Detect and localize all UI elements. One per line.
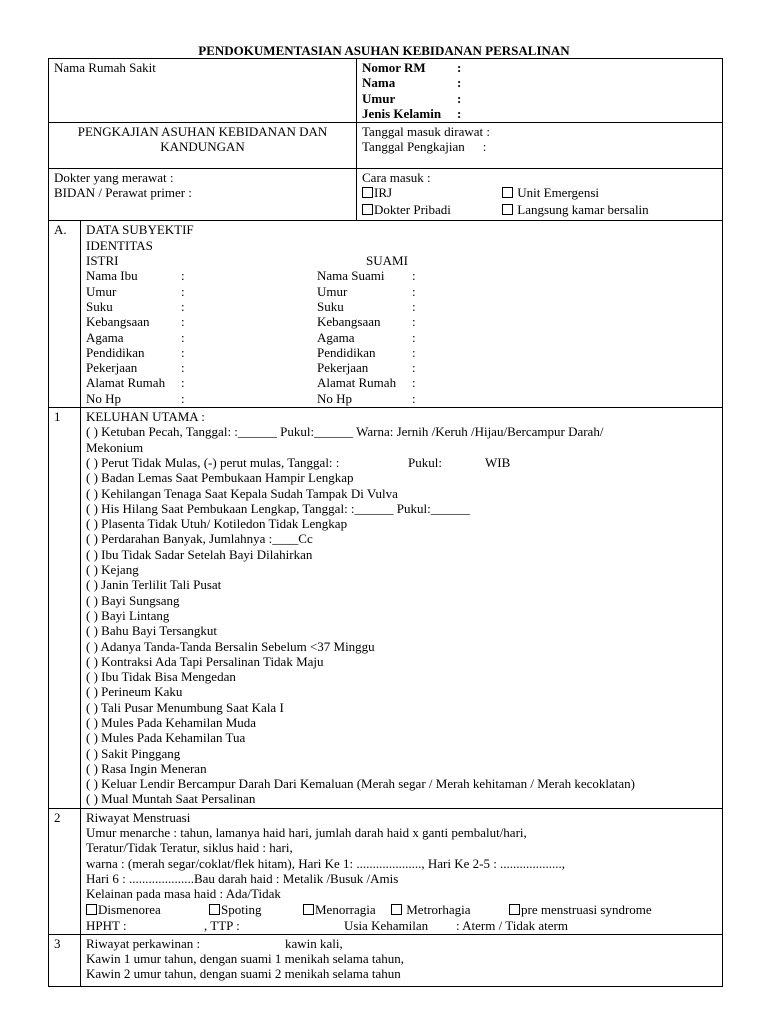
husband-field-label: Umur xyxy=(317,283,348,299)
menorrhagia-checkbox[interactable] xyxy=(303,904,314,915)
complaint-item[interactable]: ( ) Ibu Tidak Bisa Mengedan xyxy=(86,669,236,685)
rm-cell: Nomor RM : Nama : Umur : Jenis Kelamin : xyxy=(357,59,723,123)
complaint-item[interactable]: ( ) Kehilangan Tenaga Saat Kepala Sudah Tampak Di Vulva xyxy=(86,485,398,501)
complaint-item[interactable]: ( ) Badan Lemas Saat Pembukaan Hampir Lengkap xyxy=(86,470,354,486)
identity-row: Suku : Suku : xyxy=(86,298,416,314)
husband-field-label: Nama Suami xyxy=(317,268,385,284)
identity-row: Nama Ibu : Nama Suami : xyxy=(86,268,416,284)
complaint-line: ( ) Ketuban Pecah, Tanggal: :______ Pukul:______ Warna: Jernih /Keruh /Hijau/Bercampur Darah/ xyxy=(86,424,604,440)
identity-row: Umur : Umur : xyxy=(86,283,416,299)
complaint-item[interactable]: ( ) Mual Muntah Saat Persalinan xyxy=(86,791,256,807)
spotting-checkbox[interactable] xyxy=(209,904,220,915)
husband-field-label: Alamat Rumah xyxy=(317,375,397,391)
dysmenorrhea-checkbox[interactable] xyxy=(86,904,97,915)
complaint-item[interactable]: ( ) Sakit Pinggang xyxy=(86,745,181,761)
wife-field-label: No Hp xyxy=(86,390,122,406)
identity-row: Alamat Rumah : Alamat Rumah : xyxy=(86,375,416,391)
section-a-heading: DATA SUBYEKTIF xyxy=(86,222,194,238)
wife-field-label: Pendidikan xyxy=(86,344,145,360)
complaint-item[interactable]: ( ) Ibu Tidak Sadar Setelah Bayi Dilahirkan xyxy=(86,546,313,562)
irj-checkbox[interactable] xyxy=(362,187,373,198)
wife-field-label: Alamat Rumah xyxy=(86,375,166,391)
wife-field-label: Umur xyxy=(86,283,117,299)
private-doctor-checkbox[interactable] xyxy=(362,204,373,215)
document-title: PENDOKUMENTASIAN ASUHAN KEBIDANAN PERSALINAN xyxy=(198,43,570,58)
husband-field-label: No Hp xyxy=(317,390,353,406)
husband-field-label: Kebangsaan xyxy=(317,314,381,330)
hospital-label: Nama Rumah Sakit xyxy=(54,60,156,75)
complaint-item[interactable]: ( ) Kejang xyxy=(86,562,139,578)
husband-field-label: Suku xyxy=(317,298,344,314)
wife-field-label: Kebangsaan xyxy=(86,314,150,330)
section-1-content: KELUHAN UTAMA : ( ) Ketuban Pecah, Tanggal: :______ Pukul:______ Warna: Jernih /Keruh /Hijau/Bercampur Darah/ Mekonium ( ) Perut Tidak Mulas, (-) perut mulas, Tanggal: : Pukul: WIB ( ) Badan Lemas Saat Pembukaan Hampir Lengkap ( ) Kehilangan Tenaga Saat Kepala Sudah Tampak Di Vulva ( ) His Hilang Saat Pembukaan Lengkap, Tanggal: :______ Pukul:______ ( ) Plasenta Tidak Utuh/ Kotiledon Tidak Lengkap ( ) Perdarahan Banyak, Jumlahnya :____Cc ( ) Ibu Tidak Sadar Setelah Bayi Dilahirkan ( ) Kejang ( ) Janin Terlilit Tali Pusat ( ) Bayi Sungsang ( ) Bayi Lintang ( ) Bahu Bayi Tersangkut ( ) Adanya Tanda-Tanda Bersalin Sebelum <37 Minggu ( ) Kontraksi Ada Tapi Persalinan Tidak Maju ( ) Ibu Tidak Bisa Mengedan ( ) Perineum Kaku ( ) Tali Pusar Menumbung Saat Kala I ( ) Mules Pada Kehamilan Muda ( ) Mules Pada Kehamilan Tua ( ) Sakit Pinggang ( ) Rasa Ingin Meneran ( ) Keluar Lendir Bercampur Darah Dari Kemaluan (Merah segar / Merah kehitaman / Merah kecoklatan) ( ) Mual Muntah Saat Persalinan xyxy=(81,408,723,809)
wife-heading: ISTRI xyxy=(86,253,119,269)
husband-heading: SUAMI xyxy=(366,253,408,269)
entry-label: Cara masuk : xyxy=(362,170,431,186)
rm-name-label: Nama xyxy=(362,75,396,91)
identity-row: Pekerjaan : Pekerjaan : xyxy=(86,360,416,376)
dates-cell: Tanggal masuk dirawat : Tanggal Pengkajian : xyxy=(357,123,723,169)
midwife-label: BIDAN / Perawat primer : xyxy=(54,185,192,201)
assessment-title-cell: PENGKAJIAN ASUHAN KEBIDANAN DAN KANDUNGAN xyxy=(49,123,357,169)
section-a-content: DATA SUBYEKTIF IDENTITAS ISTRI SUAMI Nama Ibu : Nama Suami : Umur : Umur : Suku : Suku : Kebangsaan : Kebangsaan : Agama : Agama : Pendidikan : Pendidikan : Pekerjaan : Pekerjaan : Alamat Rumah : Alamat Rumah : No Hp : No Hp : xyxy=(81,221,723,408)
complaint-item[interactable]: ( ) Tali Pusar Menumbung Saat Kala I xyxy=(86,699,284,715)
assessment-title: PENGKAJIAN ASUHAN KEBIDANAN DAN xyxy=(77,124,328,140)
complaint-item[interactable]: ( ) Rasa Ingin Meneran xyxy=(86,760,207,776)
ttp-label: , TTP : xyxy=(204,917,240,933)
hospital-cell xyxy=(49,59,357,123)
complaint-item[interactable]: ( ) Perineum Kaku xyxy=(86,684,183,700)
section-2-heading: Riwayat Menstruasi xyxy=(86,809,191,825)
identity-row: No Hp : No Hp : xyxy=(86,390,416,406)
rm-gender-label: Jenis Kelamin xyxy=(362,105,442,121)
rm-number-label: Nomor RM xyxy=(362,60,426,75)
identity-row: Agama : Agama : xyxy=(86,329,416,345)
complaint-item[interactable]: ( ) His Hilang Saat Pembukaan Lengkap, Tanggal: :______ Pukul:______ xyxy=(86,500,470,516)
doctor-label: Dokter yang merawat : xyxy=(54,170,174,186)
wife-field-label: Agama xyxy=(86,329,124,345)
husband-field-label: Pendidikan xyxy=(317,344,376,360)
husband-field-label: Agama xyxy=(317,329,355,345)
wife-field-label: Pekerjaan xyxy=(86,360,138,376)
assessment-form xyxy=(48,58,723,987)
doctor-cell xyxy=(49,169,357,221)
admit-date-label: Tanggal masuk dirawat : xyxy=(362,124,490,140)
section-3-content: Riwayat perkawinan : kawin kali, Kawin 1 umur tahun, dengan suami 1 menikah selama tahun, Kawin 2 umur tahun, dengan suami 2 menikah selama tahun xyxy=(81,934,723,986)
complaint-item[interactable]: ( ) Janin Terlilit Tali Pusat xyxy=(86,577,222,593)
identity-row: Pendidikan : Pendidikan : xyxy=(86,344,416,360)
complaint-item[interactable]: ( ) Plasenta Tidak Utuh/ Kotiledon Tidak Lengkap xyxy=(86,516,348,532)
section-a-number: A. xyxy=(49,221,81,408)
rm-age-label: Umur xyxy=(362,90,396,106)
section-1-heading: KELUHAN UTAMA : xyxy=(86,409,205,425)
wife-field-label: Nama Ibu xyxy=(86,268,138,284)
section-1-number: 1 xyxy=(49,408,81,809)
complaint-item[interactable]: ( ) Kontraksi Ada Tapi Persalinan Tidak Maju xyxy=(86,653,324,669)
complaint-item[interactable]: ( ) Perdarahan Banyak, Jumlahnya :____Cc xyxy=(86,531,313,547)
husband-field-label: Pekerjaan xyxy=(317,360,369,376)
section-2-number: 2 xyxy=(49,808,81,934)
emergency-checkbox[interactable] xyxy=(502,187,513,198)
entry-cell: Cara masuk : IRJ Unit Emergensi Dokter Pribadi Langsung kamar bersalin xyxy=(357,169,723,221)
section-3-number: 3 xyxy=(49,934,81,986)
complaint-item[interactable]: ( ) Bayi Lintang xyxy=(86,607,170,623)
identity-rows xyxy=(86,268,717,406)
wife-field-label: Suku xyxy=(86,298,113,314)
pms-checkbox[interactable] xyxy=(509,904,520,915)
marriage-history-label: Riwayat perkawinan : xyxy=(86,935,201,951)
complaint-item[interactable]: ( ) Mules Pada Kehamilan Tua xyxy=(86,730,246,746)
metrorrhagia-checkbox[interactable] xyxy=(391,904,402,915)
section-2-content: Riwayat Menstruasi Umur menarche : tahun, lamanya haid hari, jumlah darah haid x ganti pembalut/hari, Teratur/Tidak Teratur, siklus haid : hari, warna : (merah segar/coklat/flek hitam), Hari Ke 1: ...................., Hari Ke 2-5 : ..................., Hari 6 : ....................Bau darah haid : Metalik /Busuk /Amis Kelainan pada masa haid : Ada/Tidak Dismenorea Spoting Menorragia Metrorhagia pre menstruasi syndrome HPHT : , TTP : Usia Kehamilan : Aterm / Tidak aterm xyxy=(81,808,723,934)
complaint-items xyxy=(86,470,717,807)
complaint-item[interactable]: ( ) Mules Pada Kehamilan Muda xyxy=(86,714,257,730)
identity-row: Kebangsaan : Kebangsaan : xyxy=(86,314,416,330)
complaint-item[interactable]: ( ) Bayi Sungsang xyxy=(86,592,180,608)
complaint-item[interactable]: ( ) Bahu Bayi Tersangkut xyxy=(86,623,217,639)
direct-room-checkbox[interactable] xyxy=(502,204,513,215)
hpht-label: HPHT : xyxy=(86,917,127,933)
complaint-item[interactable]: ( ) Keluar Lendir Bercampur Darah Dari Kemaluan (Merah segar / Merah kehitaman / Merah kecoklatan) xyxy=(86,776,636,792)
assess-date-label: Tanggal Pengkajian xyxy=(362,139,465,155)
complaint-item[interactable]: ( ) Adanya Tanda-Tanda Bersalin Sebelum <37 Minggu xyxy=(86,638,375,654)
